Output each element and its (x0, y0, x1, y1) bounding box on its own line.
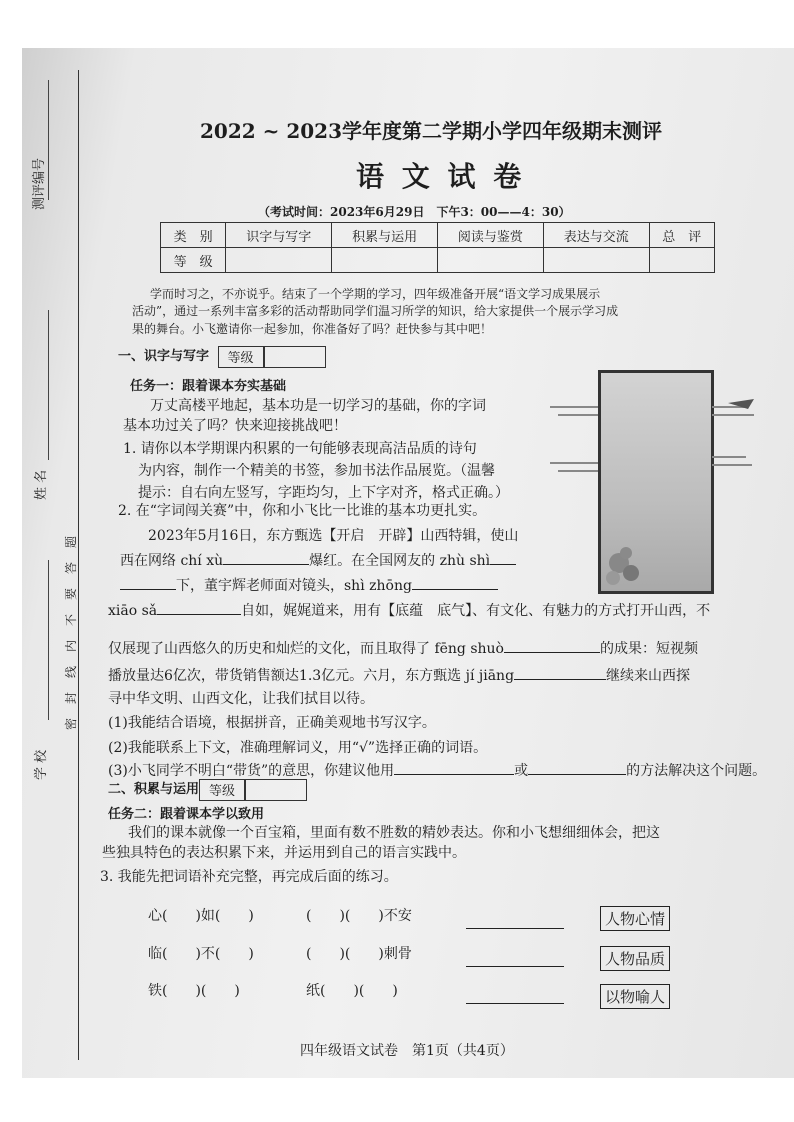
passage-text: 播放量达6亿次，带货销售额达1.3亿元。六月，东方甄选 jí jiāng (108, 668, 515, 684)
eval-number-label: 测评编号 (32, 157, 47, 210)
idiom-fill-b[interactable]: 纸( )( ) (306, 983, 398, 999)
table-cell: 类 别 (161, 223, 226, 248)
exam-time: （考试时间：2023年6月29日 下午3：00——4：30） (258, 205, 571, 219)
tag-character-quality: 人物品质 (600, 946, 670, 971)
idiom-fill-b[interactable]: ( )( )不安 (306, 908, 412, 924)
table-cell: 识字与写字 (226, 223, 332, 248)
section2-heading (108, 778, 307, 801)
sub-question: (2)我能联系上下文，准确理解词义，用“√”选择正确的词语。 (108, 740, 488, 756)
passage-line: 寻中华文明、山西文化，让我们拭目以待。 (108, 691, 374, 707)
grade-input[interactable] (264, 346, 326, 368)
passage-text: 仅展现了山西悠久的历史和灿烂的文化，而且取得了 fēng shuò (108, 641, 504, 657)
question-1: 1. 请你以本学期课内积累的一句能够表现高洁品质的诗句 (123, 441, 477, 457)
answer-blank[interactable] (528, 760, 626, 775)
pinyin-prompt: 西在网络 chí xù (120, 553, 224, 569)
answer-blank[interactable] (120, 575, 176, 590)
question-1: 提示：自右向左竖写，字距均匀，上下字对齐，格式正确。） (138, 485, 509, 501)
grade-label-box: 等级 (218, 346, 264, 368)
passage-text: 的成果：短视频 (600, 641, 698, 657)
bookmark-decoration-icon (601, 373, 711, 591)
grade-input-cell[interactable] (543, 248, 649, 273)
score-table-header-row (161, 223, 715, 248)
table-cell: 阅读与鉴赏 (437, 223, 543, 248)
intro-line: 活动”，通过一系列丰富多彩的活动帮助同学们温习所学的知识，给大家提供一个展示学习成 (132, 304, 619, 318)
grade-input-cell[interactable] (649, 248, 714, 273)
score-table-grade-row (161, 248, 715, 273)
bookmark-illustration (598, 370, 714, 594)
seal-warning: 密 封 线 内 不 要 答 题 (64, 534, 78, 730)
answer-line[interactable] (466, 966, 564, 967)
tag-character-mood: 人物心情 (600, 906, 670, 931)
question-3: 3. 我能先把词语补充完整，再完成后面的练习。 (100, 869, 398, 885)
cloud-decoration-icon (548, 395, 608, 505)
page-footer: 四年级语文试卷 第1页（共4页） (300, 1043, 514, 1059)
name-label: 姓 名 (34, 469, 49, 500)
idiom-fill-a[interactable]: 铁( )( ) (148, 983, 240, 999)
passage-text: 继续来山西探 (606, 668, 691, 684)
tag-metaphor: 以物喻人 (600, 984, 670, 1009)
school-field (48, 560, 49, 720)
section-title: 二、积累与运用 (108, 782, 200, 797)
passage-line (120, 575, 498, 595)
idiom-fill-b[interactable]: ( )( )刺骨 (306, 946, 412, 962)
section-title: 一、识字与写字 (118, 349, 210, 364)
passage-text: 爆红。在全国网友的 zhù shì (309, 553, 491, 569)
question-text: 或 (514, 763, 529, 779)
paragraph: 基本功过关了吗？快来迎接挑战吧！ (123, 418, 347, 434)
idiom-fill-a[interactable]: 心( )如( ) (148, 908, 254, 924)
passage-line (108, 638, 698, 658)
exam-title: 2022 ~ 2023学年度第二学期小学四年级期末测评 (200, 119, 663, 143)
eval-number-field (48, 80, 49, 200)
passage-line (108, 600, 710, 620)
table-cell: 积累与运用 (332, 223, 438, 248)
question-text: (3)小飞同学不明白“带货”的意思，你建议他用 (108, 763, 395, 779)
pinyin-prompt: xiāo sǎ (108, 603, 158, 619)
paragraph: 我们的课本就像一个百宝箱，里面有数不胜数的精妙表达。你和小飞想细细体会，把这 (128, 825, 660, 841)
task-title: 任务二：跟着课本学以致用 (108, 807, 265, 822)
grade-input-cell[interactable] (226, 248, 332, 273)
answer-blank[interactable] (514, 665, 606, 680)
subject-title: 语 文 试 卷 (356, 160, 526, 193)
answer-line[interactable] (466, 1003, 564, 1004)
grade-input-cell[interactable] (332, 248, 438, 273)
answer-blank[interactable] (504, 638, 600, 653)
answer-blank[interactable] (157, 600, 241, 615)
answer-line[interactable] (466, 928, 564, 929)
passage-line (108, 665, 690, 685)
grade-input-cell[interactable] (437, 248, 543, 273)
section1-heading (118, 345, 326, 368)
intro-line: 果的舞台。小飞邀请你一起参加，你准备好了吗？赶快参与其中吧！ (132, 322, 493, 336)
task-title: 任务一：跟着课本夯实基础 (130, 379, 287, 394)
question-1: 为内容，制作一个精美的书签，参加书法作品展览。（温馨 (138, 463, 495, 479)
school-label: 学 校 (34, 749, 49, 780)
answer-blank[interactable] (394, 760, 514, 775)
question-2: 2. 在“字词闯关赛”中，你和小飞比一比谁的基本功更扎实。 (118, 503, 487, 519)
idiom-fill-a[interactable]: 临( )不( ) (148, 946, 254, 962)
paragraph: 些独具特色的表达积累下来，并运用到自己的语言实践中。 (102, 845, 466, 861)
table-cell: 总 评 (649, 223, 714, 248)
sub-question: (1)我能结合语境，根据拼音，正确美观地书写汉字。 (108, 715, 436, 731)
answer-blank[interactable] (490, 550, 516, 565)
name-field (48, 310, 49, 460)
passage-text: 自如，娓娓道来，用有【底蕴 底气】、有文化、有魅力的方式打开山西，不 (241, 603, 711, 619)
passage-line (120, 550, 516, 570)
grade-input[interactable] (245, 779, 307, 801)
sub-question (108, 760, 766, 780)
paragraph: 万丈高楼平地起，基本功是一切学习的基础，你的字词 (150, 398, 486, 414)
answer-blank[interactable] (412, 575, 498, 590)
intro-line: 学而时习之，不亦说乎。结束了一个学期的学习，四年级准备开展“语文学习成果展示 (150, 287, 601, 301)
table-cell: 表达与交流 (543, 223, 649, 248)
passage-line: 2023年5月16日，东方甄选【开启 开辟】山西特辑，使山 (148, 528, 519, 544)
table-cell: 等 级 (161, 248, 226, 273)
question-text: 的方法解决这个问题。 (626, 763, 767, 779)
grade-label-box: 等级 (199, 779, 245, 801)
score-table (160, 222, 715, 273)
passage-text: 下，董宇辉老师面对镜头，shì zhōng (176, 578, 412, 594)
cloud-decoration-icon-right (708, 395, 758, 535)
answer-blank[interactable] (223, 550, 309, 565)
